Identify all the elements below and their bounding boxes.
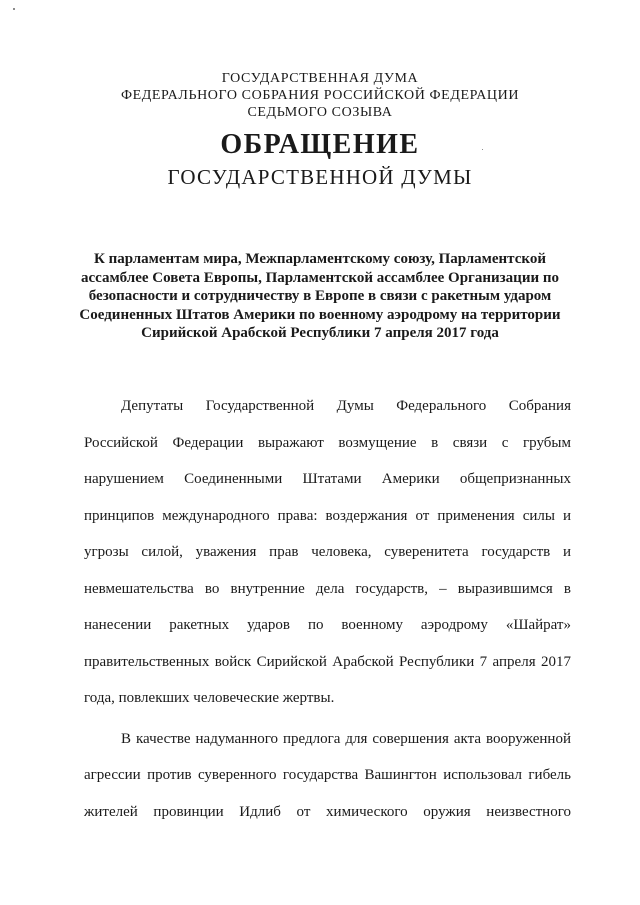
- body-line: угрозы силой, уважения прав человека, суверенитета государств и: [84, 544, 571, 560]
- header-line-convocation: СЕДЬМОГО СОЗЫВА: [247, 105, 393, 120]
- document-body: [84, 394, 571, 836]
- body-line: правительственных войск Сирийской Арабской Республики 7 апреля 2017: [84, 653, 571, 670]
- document-header: [0, 70, 640, 121]
- body-line: принципов международного права: воздержания от применения силы и: [84, 507, 571, 524]
- document-title: ОБРАЩЕНИЕ: [220, 129, 420, 160]
- scan-speck: [13, 8, 15, 10]
- header-line-organization: ГОСУДАРСТВЕННАЯ ДУМА: [221, 71, 419, 86]
- body-line: В качестве надуманного предлога для совершения акта вооруженной: [121, 730, 571, 747]
- addressee-line: Соединенных Штатов Америки по военному аэродрому на территории: [79, 306, 561, 323]
- body-line: жителей провинции Идлиб от химического оружия неизвестного: [84, 803, 571, 820]
- body-line: года, повлекших человеческие жертвы.: [84, 690, 335, 706]
- body-line: нанесении ракетных ударов по военному аэродрому «Шайрат»: [84, 617, 571, 633]
- body-line: невмешательства во внутренние дела государств, – выразившимся в: [84, 580, 571, 597]
- addressee-line: ассамблее Совета Европы, Парламентской ассамблее Организации по: [80, 269, 560, 286]
- addressee-line: безопасности и сотрудничеству в Европе в связи с ракетным ударом: [88, 288, 552, 304]
- header-line-assembly: ФЕДЕРАЛЬНОГО СОБРАНИЯ РОССИЙСКОЙ ФЕДЕРАЦИИ: [120, 88, 520, 103]
- addressee-line: К парламентам мира, Межпарламентскому союзу, Парламентской: [94, 251, 546, 267]
- body-line: Депутаты Государственной Думы Федерального Собрания: [121, 398, 571, 414]
- body-line: нарушением Соединенными Штатами Америки общепризнанных: [84, 471, 571, 487]
- addressee-block: [60, 250, 580, 343]
- body-line: агрессии против суверенного государства Вашингтон использовал гибель: [84, 767, 571, 783]
- addressee-line: Сирийской Арабской Республики 7 апреля 2017 года: [141, 325, 499, 341]
- document-subtitle: ГОСУДАРСТВЕННОЙ ДУМЫ: [167, 165, 473, 189]
- body-line: Российской Федерации выражают возмущение в связи с грубым: [84, 434, 571, 451]
